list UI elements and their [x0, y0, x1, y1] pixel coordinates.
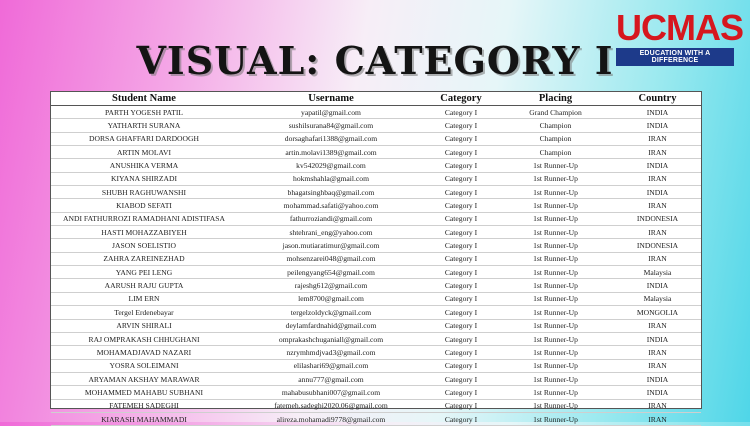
table-header-row	[51, 92, 701, 106]
cell-username: sushilsurana84@gmail.com	[237, 119, 425, 132]
cell-category: Category I	[425, 159, 497, 172]
cell-placing: 1st Runner-Up	[497, 292, 614, 305]
cell-category: Category I	[425, 199, 497, 212]
cell-placing: Champion	[497, 146, 614, 159]
cell-category: Category I	[425, 146, 497, 159]
table-row	[51, 332, 701, 345]
cell-country: INDIA	[614, 186, 701, 199]
cell-placing: 1st Runner-Up	[497, 172, 614, 185]
cell-placing: Champion	[497, 132, 614, 145]
cell-student-name: KIYANA SHIRZADI	[51, 172, 237, 185]
header-student-name: Student Name	[51, 92, 237, 106]
cell-category: Category I	[425, 132, 497, 145]
cell-student-name: RAJ OMPRAKASH CHHUGHANI	[51, 332, 237, 345]
cell-category: Category I	[425, 186, 497, 199]
cell-country: INDIA	[614, 332, 701, 345]
cell-country: MONGOLIA	[614, 306, 701, 319]
cell-username: mahabusubhani007@gmail.com	[237, 386, 425, 399]
table-row	[51, 386, 701, 399]
cell-placing: 1st Runner-Up	[497, 386, 614, 399]
cell-student-name: ARTIN MOLAVI	[51, 146, 237, 159]
table-row	[51, 279, 701, 292]
cell-username: omprakashchuganiall@gmail.com	[237, 332, 425, 345]
cell-student-name: YATHARTH SURANA	[51, 119, 237, 132]
cell-country: IRAN	[614, 412, 701, 425]
cell-student-name: YANG PEI LENG	[51, 266, 237, 279]
cell-student-name: HASTI MOHAZZABIYEH	[51, 226, 237, 239]
table-row	[51, 399, 701, 412]
cell-category: Category I	[425, 386, 497, 399]
cell-placing: 1st Runner-Up	[497, 159, 614, 172]
cell-category: Category I	[425, 319, 497, 332]
cell-category: Category I	[425, 346, 497, 359]
table-row	[51, 306, 701, 319]
cell-username: alireza.mohamadi9778@gmail.com	[237, 412, 425, 425]
cell-country: IRAN	[614, 172, 701, 185]
cell-username: rajeshg612@gmail.com	[237, 279, 425, 292]
cell-category: Category I	[425, 332, 497, 345]
cell-placing: 1st Runner-Up	[497, 319, 614, 332]
cell-student-name: Tergel Erdenebayar	[51, 306, 237, 319]
cell-category: Category I	[425, 239, 497, 252]
table-row	[51, 146, 701, 159]
cell-placing: 1st Runner-Up	[497, 346, 614, 359]
cell-country: INDIA	[614, 106, 701, 119]
cell-placing: 1st Runner-Up	[497, 332, 614, 345]
table-row	[51, 292, 701, 305]
cell-country: INDONESIA	[614, 239, 701, 252]
cell-country: IRAN	[614, 319, 701, 332]
cell-student-name: AARUSH RAJU GUPTA	[51, 279, 237, 292]
cell-category: Category I	[425, 266, 497, 279]
cell-username: jason.mutiaratimur@gmail.com	[237, 239, 425, 252]
cell-category: Category I	[425, 306, 497, 319]
cell-country: IRAN	[614, 252, 701, 265]
results-table-container	[50, 91, 702, 424]
cell-country: IRAN	[614, 399, 701, 412]
cell-placing: 1st Runner-Up	[497, 226, 614, 239]
cell-username: hokmshahla@gmail.com	[237, 172, 425, 185]
cell-username: dorsaghafari1388@gmail.com	[237, 132, 425, 145]
cell-category: Category I	[425, 226, 497, 239]
table-row	[51, 172, 701, 185]
table-row	[51, 226, 701, 239]
cell-category: Category I	[425, 359, 497, 372]
cell-username: fathurroziandi@gmail.com	[237, 212, 425, 225]
cell-country: IRAN	[614, 359, 701, 372]
cell-placing: 1st Runner-Up	[497, 279, 614, 292]
cell-country: IRAN	[614, 346, 701, 359]
results-table	[51, 92, 701, 426]
table-row	[51, 412, 701, 425]
header-username: Username	[237, 92, 425, 106]
cell-placing: 1st Runner-Up	[497, 239, 614, 252]
cell-student-name: KIARASH MAHAMMADI	[51, 412, 237, 425]
cell-username: artin.molavi1389@gmail.com	[237, 146, 425, 159]
table-row	[51, 266, 701, 279]
table-row	[51, 372, 701, 385]
cell-category: Category I	[425, 119, 497, 132]
cell-category: Category I	[425, 372, 497, 385]
logo-tagline: EDUCATION WITH A DIFFERENCE	[616, 48, 734, 66]
ucmas-logo	[616, 7, 743, 66]
header-category: Category	[425, 92, 497, 106]
cell-student-name: MOHAMADJAVAD NAZARI	[51, 346, 237, 359]
table-row	[51, 212, 701, 225]
header-country: Country	[614, 92, 701, 106]
cell-student-name: DORSA GHAFFARI DARDOOGH	[51, 132, 237, 145]
cell-country: INDIA	[614, 159, 701, 172]
cell-country: INDIA	[614, 119, 701, 132]
cell-student-name: ANDI FATHURROZI RAMADHANI ADISTIFASA	[51, 212, 237, 225]
cell-country: INDIA	[614, 386, 701, 399]
cell-placing: 1st Runner-Up	[497, 372, 614, 385]
table-row	[51, 119, 701, 132]
table-row	[51, 132, 701, 145]
cell-student-name: YOSRA SOLEIMANI	[51, 359, 237, 372]
cell-student-name: SHUBH RAGHUWANSHI	[51, 186, 237, 199]
table-body	[51, 106, 701, 426]
cell-username: deylamfardnahid@gmail.com	[237, 319, 425, 332]
cell-username: fatemeh.sadeghi2020.06@gmail.com	[237, 399, 425, 412]
cell-student-name: ANUSHIKA VERMA	[51, 159, 237, 172]
cell-country: Malaysia	[614, 266, 701, 279]
logo-wordmark: UCMAS	[616, 7, 743, 48]
table-row	[51, 186, 701, 199]
cell-username: mohsenzarei048@gmail.com	[237, 252, 425, 265]
table-row	[51, 239, 701, 252]
cell-username: bhagatsinghbaq@gmail.com	[237, 186, 425, 199]
cell-student-name: JASON SOELISTIO	[51, 239, 237, 252]
cell-category: Category I	[425, 292, 497, 305]
table-row	[51, 106, 701, 119]
cell-category: Category I	[425, 212, 497, 225]
cell-country: Malaysia	[614, 292, 701, 305]
cell-username: peilengyang654@gmail.com	[237, 266, 425, 279]
cell-category: Category I	[425, 172, 497, 185]
cell-student-name: ARVIN SHIRALI	[51, 319, 237, 332]
cell-country: INDONESIA	[614, 212, 701, 225]
cell-placing: 1st Runner-Up	[497, 252, 614, 265]
cell-username: annu777@gmail.com	[237, 372, 425, 385]
cell-country: INDIA	[614, 372, 701, 385]
cell-category: Category I	[425, 412, 497, 425]
cell-student-name: KIABOD SEFATI	[51, 199, 237, 212]
cell-placing: 1st Runner-Up	[497, 199, 614, 212]
cell-username: nzrymhmdjvad3@gmail.com	[237, 346, 425, 359]
table-row	[51, 359, 701, 372]
cell-placing: 1st Runner-Up	[497, 212, 614, 225]
cell-category: Category I	[425, 106, 497, 119]
table-row	[51, 159, 701, 172]
cell-placing: 1st Runner-Up	[497, 399, 614, 412]
cell-placing: Grand Champion	[497, 106, 614, 119]
cell-username: yapatil@gmail.com	[237, 106, 425, 119]
cell-country: INDIA	[614, 279, 701, 292]
cell-country: IRAN	[614, 146, 701, 159]
table-row	[51, 319, 701, 332]
cell-username: mohammad.safati@yahoo.com	[237, 199, 425, 212]
table-row	[51, 199, 701, 212]
cell-username: shtehrani_eng@yahoo.com	[237, 226, 425, 239]
cell-username: elilashari69@gmail.com	[237, 359, 425, 372]
table-row	[51, 252, 701, 265]
cell-country: IRAN	[614, 226, 701, 239]
cell-student-name: LIM ERN	[51, 292, 237, 305]
cell-country: IRAN	[614, 132, 701, 145]
cell-student-name: ARYAMAN AKSHAY MARAWAR	[51, 372, 237, 385]
cell-username: tergelzoldyck@gmail.com	[237, 306, 425, 319]
cell-student-name: FATEMEH SADEGHI	[51, 399, 237, 412]
cell-category: Category I	[425, 252, 497, 265]
table-row	[51, 346, 701, 359]
cell-placing: Champion	[497, 119, 614, 132]
header-placing: Placing	[497, 92, 614, 106]
cell-placing: 1st Runner-Up	[497, 412, 614, 425]
cell-placing: 1st Runner-Up	[497, 266, 614, 279]
cell-student-name: MOHAMMED MAHABU SUBHANI	[51, 386, 237, 399]
cell-student-name: PARTH YOGESH PATIL	[51, 106, 237, 119]
cell-student-name: ZAHRA ZAREINEZHAD	[51, 252, 237, 265]
cell-placing: 1st Runner-Up	[497, 359, 614, 372]
cell-category: Category I	[425, 279, 497, 292]
cell-placing: 1st Runner-Up	[497, 186, 614, 199]
cell-username: kv542029@gmail.com	[237, 159, 425, 172]
cell-placing: 1st Runner-Up	[497, 306, 614, 319]
page-title: VISUAL: CATEGORY I	[136, 38, 614, 83]
cell-country: IRAN	[614, 199, 701, 212]
cell-category: Category I	[425, 399, 497, 412]
cell-username: lem8700@gmail.com	[237, 292, 425, 305]
